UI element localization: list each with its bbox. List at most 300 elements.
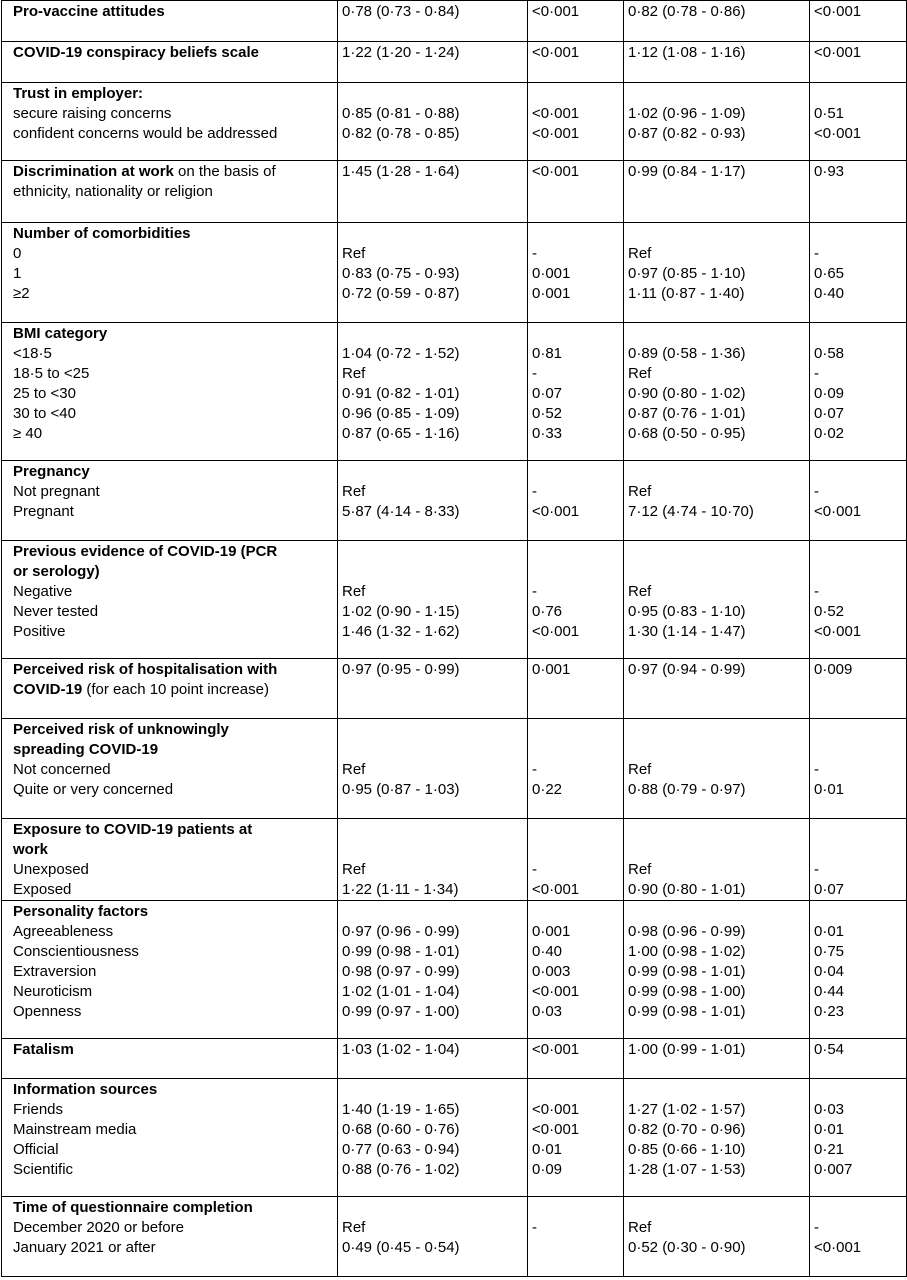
value-line: Ref [628,483,652,500]
table-row [2,461,907,541]
value-line: Ref [342,245,366,262]
value-line: 0·68 (0·60 - 0·76) [342,1121,460,1138]
value-line: <0·001 [532,881,580,898]
value-line: 0·68 (0·50 - 0·95) [628,425,746,442]
value-line: - [532,583,537,600]
value-line: <0·001 [532,163,580,180]
variable-label-line [13,182,333,202]
value-line [814,840,902,860]
value-line [532,84,619,104]
unadjusted-or-cell [338,161,528,223]
value-line: 0·51 [814,105,845,122]
value-line: 0·99 (0·98 - 1·00) [628,983,746,1000]
table-row [2,1079,907,1197]
value-line: 0·82 (0·78 - 0·85) [342,125,460,142]
value-line: 1·04 (0·72 - 1·52) [342,345,460,362]
value-line: 0·72 (0·59 - 0·87) [342,285,460,302]
value-line: <0·001 [814,44,862,61]
value-line [342,84,523,104]
value-line: 0·65 [814,265,845,282]
unadjusted-p-cell [528,161,624,223]
adjusted-p-cell [810,161,907,223]
value-line [628,1080,805,1100]
variable-cell [2,223,338,323]
variable-label-line [13,344,333,364]
value-line: Ref [342,583,366,600]
value-line [532,562,619,582]
unadjusted-or-cell [338,461,528,541]
variable-label-line [13,1040,333,1060]
value-line: <0·001 [532,3,580,20]
value-line: Ref [628,583,652,600]
value-line: 0·97 (0·94 - 0·99) [628,661,746,678]
variable-cell [2,719,338,819]
adjusted-or-cell [624,819,810,901]
variable-text: Exposed [13,881,72,898]
table-row [2,901,907,1039]
value-line [532,1080,619,1100]
value-line: <0·001 [532,983,580,1000]
results-table [1,0,907,1277]
value-line [532,840,619,860]
value-line: Ref [342,1219,366,1236]
variable-text: ≥2 [13,285,30,302]
value-line: 0·09 [814,385,845,402]
variable-cell [2,42,338,83]
unadjusted-p-cell [528,323,624,461]
variable-label-line [13,104,333,124]
value-line: - [532,245,537,262]
value-line: Ref [628,1219,652,1236]
value-line [532,542,619,562]
adjusted-p-cell [810,1197,907,1277]
value-line: 1·30 (1·14 - 1·47) [628,623,746,640]
variable-cell [2,461,338,541]
value-line: 0·001 [532,661,571,678]
value-line: 0·52 (0·30 - 0·90) [628,1239,746,1256]
variable-label-line [13,2,333,22]
value-line: <0·001 [814,503,862,520]
value-line: <0·001 [814,623,862,640]
value-line: 0·87 (0·65 - 1·16) [342,425,460,442]
variable-heading-text: Personality factors [13,903,149,920]
adjusted-p-cell [810,541,907,659]
value-line [628,740,805,760]
unadjusted-p-cell [528,1039,624,1079]
value-line: 0·99 (0·98 - 1·01) [342,943,460,960]
value-line: 0·58 [814,345,845,362]
value-line: 1·03 (1·02 - 1·04) [342,1041,460,1058]
adjusted-or-cell [624,223,810,323]
adjusted-or-cell [624,541,810,659]
variable-text: Unexposed [13,861,89,878]
variable-text: Openness [13,1003,82,1020]
value-line: 0·88 (0·79 - 0·97) [628,781,746,798]
variable-cell [2,323,338,461]
unadjusted-p-cell [528,83,624,161]
unadjusted-or-cell [338,819,528,901]
variable-label-line [13,162,333,182]
value-line [342,1198,523,1218]
unadjusted-p-cell [528,659,624,719]
value-line: 0·97 (0·85 - 1·10) [628,265,746,282]
value-line: 1·40 (1·19 - 1·65) [342,1101,460,1118]
value-line: - [532,483,537,500]
variable-cell [2,1197,338,1277]
unadjusted-or-cell [338,659,528,719]
adjusted-or-cell [624,323,810,461]
value-line: 5·87 (4·14 - 8·33) [342,503,460,520]
variable-cell [2,1079,338,1197]
table-row [2,819,907,901]
value-line [532,820,619,840]
variable-text: Extraversion [13,963,97,980]
value-line: 0·09 [532,1161,563,1178]
value-line: 0·54 [814,1041,845,1058]
value-line: Ref [628,861,652,878]
value-line [628,224,805,244]
value-line: 0·89 (0·58 - 1·36) [628,345,746,362]
variable-heading-text: Information sources [13,1081,158,1098]
value-line: 0·07 [814,881,845,898]
value-line: Ref [342,483,366,500]
value-line [814,902,902,922]
value-line: - [814,365,819,382]
value-line: 1·00 (0·99 - 1·01) [628,1041,746,1058]
value-line: 0·001 [532,285,571,302]
variable-heading-text: COVID-19 [13,681,83,698]
adjusted-p-cell [810,719,907,819]
value-line: 0·95 (0·87 - 1·03) [342,781,460,798]
value-line [814,820,902,840]
adjusted-p-cell [810,1039,907,1079]
variable-label-line [13,942,333,962]
variable-label-line [13,224,333,244]
value-line [628,324,805,344]
variable-cell [2,1039,338,1079]
value-line: 0·99 (0·98 - 1·01) [628,1003,746,1020]
value-line [628,562,805,582]
value-line: 0·90 (0·80 - 1·01) [628,881,746,898]
adjusted-or-cell [624,161,810,223]
value-line [814,542,902,562]
variable-heading-text: Discrimination at work [13,163,174,180]
unadjusted-or-cell [338,901,528,1039]
value-line [814,562,902,582]
value-line [814,324,902,344]
variable-text: secure raising concerns [13,105,172,122]
variable-label-line [13,384,333,404]
variable-label-line [13,962,333,982]
value-line: Ref [342,861,366,878]
unadjusted-or-cell [338,541,528,659]
variable-label-line [13,622,333,642]
value-line: 0·01 [532,1141,563,1158]
value-line: 0·07 [814,405,845,422]
value-line: 0·96 (0·85 - 1·09) [342,405,460,422]
unadjusted-p-cell [528,1079,624,1197]
variable-text: Agreeableness [13,923,114,940]
value-line: 0·90 (0·80 - 1·02) [628,385,746,402]
variable-label-line [13,462,333,482]
value-line: <0·001 [532,623,580,640]
value-line [532,720,619,740]
value-line [342,740,523,760]
value-line [342,224,523,244]
variable-label-line [13,720,333,740]
variable-label-line [13,482,333,502]
variable-text: January 2021 or after [13,1239,156,1256]
variable-label-line [13,264,333,284]
unadjusted-or-cell [338,223,528,323]
variable-text: Not pregnant [13,483,100,500]
table-row [2,719,907,819]
value-line: - [532,1219,537,1236]
variable-heading-text: Perceived risk of unknowingly [13,721,229,738]
value-line: 0·52 [814,603,845,620]
table-row [2,323,907,461]
value-line [532,462,619,482]
value-line: 0·99 (0·84 - 1·17) [628,163,746,180]
table-row [2,223,907,323]
value-line: 0·98 (0·96 - 0·99) [628,923,746,940]
variable-label-line [13,820,333,840]
value-line: 0·81 [532,345,563,362]
value-line: 0·82 (0·78 - 0·86) [628,3,746,20]
value-line: 0·75 [814,943,845,960]
adjusted-p-cell [810,42,907,83]
variable-heading-text: Pro-vaccine attitudes [13,3,165,20]
variable-label-line [13,1100,333,1120]
variable-label-line [13,562,333,582]
variable-label-line [13,284,333,304]
variable-text: Quite or very concerned [13,781,174,798]
value-line: 1·28 (1·07 - 1·53) [628,1161,746,1178]
value-line [628,84,805,104]
adjusted-p-cell [810,901,907,1039]
value-line [532,902,619,922]
variable-text: Official [13,1141,59,1158]
table-row [2,1039,907,1079]
value-line [342,324,523,344]
variable-text: 25 to <30 [13,385,76,402]
unadjusted-p-cell [528,1,624,42]
value-line: - [814,483,819,500]
value-line: 0·03 [814,1101,845,1118]
variable-label-line [13,780,333,800]
adjusted-or-cell [624,1079,810,1197]
variable-heading-text: Perceived risk of hospitalisation with [13,661,278,678]
value-line: <0·001 [532,125,580,142]
value-line: 0·01 [814,923,845,940]
value-line: <0·001 [532,105,580,122]
adjusted-p-cell [810,461,907,541]
variable-label-line [13,922,333,942]
variable-cell [2,659,338,719]
value-line: <0·001 [532,1101,580,1118]
variable-heading-text: BMI category [13,325,108,342]
variable-heading-text: work [13,841,49,858]
variable-text: 30 to <40 [13,405,76,422]
value-line [342,542,523,562]
value-line: - [532,365,537,382]
variable-label-line [13,244,333,264]
adjusted-p-cell [810,83,907,161]
value-line: Ref [342,365,366,382]
value-line [342,562,523,582]
value-line [342,820,523,840]
value-line [342,462,523,482]
value-line: 0·001 [532,923,571,940]
variable-heading-text: Pregnancy [13,463,90,480]
value-line [814,1198,902,1218]
variable-heading-text: Exposure to COVID-19 patients at [13,821,253,838]
variable-text: on the basis of [173,163,276,180]
variable-label-line [13,502,333,522]
variable-heading-text: Number of comorbidities [13,225,191,242]
adjusted-or-cell [624,901,810,1039]
value-line [628,462,805,482]
variable-text: Not concerned [13,761,111,778]
value-line [628,720,805,740]
value-line: <0·001 [814,125,862,142]
adjusted-or-cell [624,1039,810,1079]
variable-text: Mainstream media [13,1121,137,1138]
variable-text: 0 [13,245,22,262]
variable-heading-text: Time of questionnaire completion [13,1199,253,1216]
value-line: 0·009 [814,661,853,678]
variable-text: Neuroticism [13,983,93,1000]
variable-cell [2,83,338,161]
value-line: <0·001 [532,503,580,520]
variable-label-line [13,43,333,63]
variable-label-line [13,860,333,880]
adjusted-p-cell [810,323,907,461]
unadjusted-p-cell [528,541,624,659]
value-line [532,1198,619,1218]
table-row [2,1197,907,1277]
variable-label-line [13,1120,333,1140]
value-line: 0·03 [532,1003,563,1020]
value-line: 0·85 (0·81 - 0·88) [342,105,460,122]
value-line [342,720,523,740]
adjusted-or-cell [624,1197,810,1277]
value-line: Ref [628,245,652,262]
value-line: 0·007 [814,1161,853,1178]
value-line [342,1080,523,1100]
variable-text: Scientific [13,1161,74,1178]
variable-text: ≥ 40 [13,425,43,442]
value-line: - [814,583,819,600]
value-line: 0·40 [532,943,563,960]
value-line: 0·98 (0·97 - 0·99) [342,963,460,980]
table-row [2,42,907,83]
value-line: 1·12 (1·08 - 1·16) [628,44,746,61]
table-row [2,541,907,659]
value-line: 0·82 (0·70 - 0·96) [628,1121,746,1138]
adjusted-p-cell [810,659,907,719]
unadjusted-or-cell [338,1039,528,1079]
unadjusted-p-cell [528,223,624,323]
variable-label-line [13,1140,333,1160]
variable-heading-text: Trust in employer: [13,85,144,102]
value-line: Ref [628,365,652,382]
value-line: <0·001 [532,1041,580,1058]
adjusted-p-cell [810,819,907,901]
value-line: 0·77 (0·63 - 0·94) [342,1141,460,1158]
value-line: 0·21 [814,1141,845,1158]
value-line: <0·001 [532,44,580,61]
value-line: 0·83 (0·75 - 0·93) [342,265,460,282]
value-line: 0·95 (0·83 - 1·10) [628,603,746,620]
value-line: 0·44 [814,983,845,1000]
value-line: 0·87 (0·82 - 0·93) [628,125,746,142]
variable-label-line [13,1080,333,1100]
variable-text: Conscientiousness [13,943,139,960]
adjusted-or-cell [624,83,810,161]
value-line: 1·46 (1·32 - 1·62) [342,623,460,640]
value-line: 1·45 (1·28 - 1·64) [342,163,460,180]
value-line: 0·91 (0·82 - 1·01) [342,385,460,402]
variable-label-line [13,760,333,780]
variable-label-line [13,1002,333,1022]
variable-label-line [13,542,333,562]
value-line [628,840,805,860]
variable-text: Friends [13,1101,64,1118]
value-line: <0·001 [532,1121,580,1138]
value-line [814,720,902,740]
variable-cell [2,541,338,659]
value-line [342,902,523,922]
value-line [532,224,619,244]
variable-label-line [13,902,333,922]
value-line: 0·04 [814,963,845,980]
adjusted-or-cell [624,1,810,42]
value-line [814,84,902,104]
variable-label-line [13,364,333,384]
value-line: 0·97 (0·95 - 0·99) [342,661,460,678]
value-line: 0·40 [814,285,845,302]
unadjusted-p-cell [528,461,624,541]
variable-text: ethnicity, nationality or religion [13,183,213,200]
unadjusted-or-cell [338,42,528,83]
variable-label-line [13,660,333,680]
value-line: 0·93 [814,163,845,180]
value-line: 0·33 [532,425,563,442]
variable-label-line [13,880,333,900]
value-line [628,1198,805,1218]
value-line: 0·07 [532,385,563,402]
value-line [532,324,619,344]
value-line: - [814,245,819,262]
variable-text: Pregnant [13,503,74,520]
value-line: 0·23 [814,1003,845,1020]
value-line [628,902,805,922]
variable-label-line [13,1238,333,1258]
variable-cell [2,1,338,42]
variable-heading-text: spreading COVID-19 [13,741,159,758]
value-line: 0·88 (0·76 - 1·02) [342,1161,460,1178]
value-line: - [814,861,819,878]
value-line: 0·99 (0·98 - 1·01) [628,963,746,980]
value-line: 1·27 (1·02 - 1·57) [628,1101,746,1118]
adjusted-or-cell [624,42,810,83]
variable-text: Never tested [13,603,99,620]
adjusted-or-cell [624,719,810,819]
table-row [2,83,907,161]
variable-label-line [13,982,333,1002]
value-line [532,1238,619,1258]
